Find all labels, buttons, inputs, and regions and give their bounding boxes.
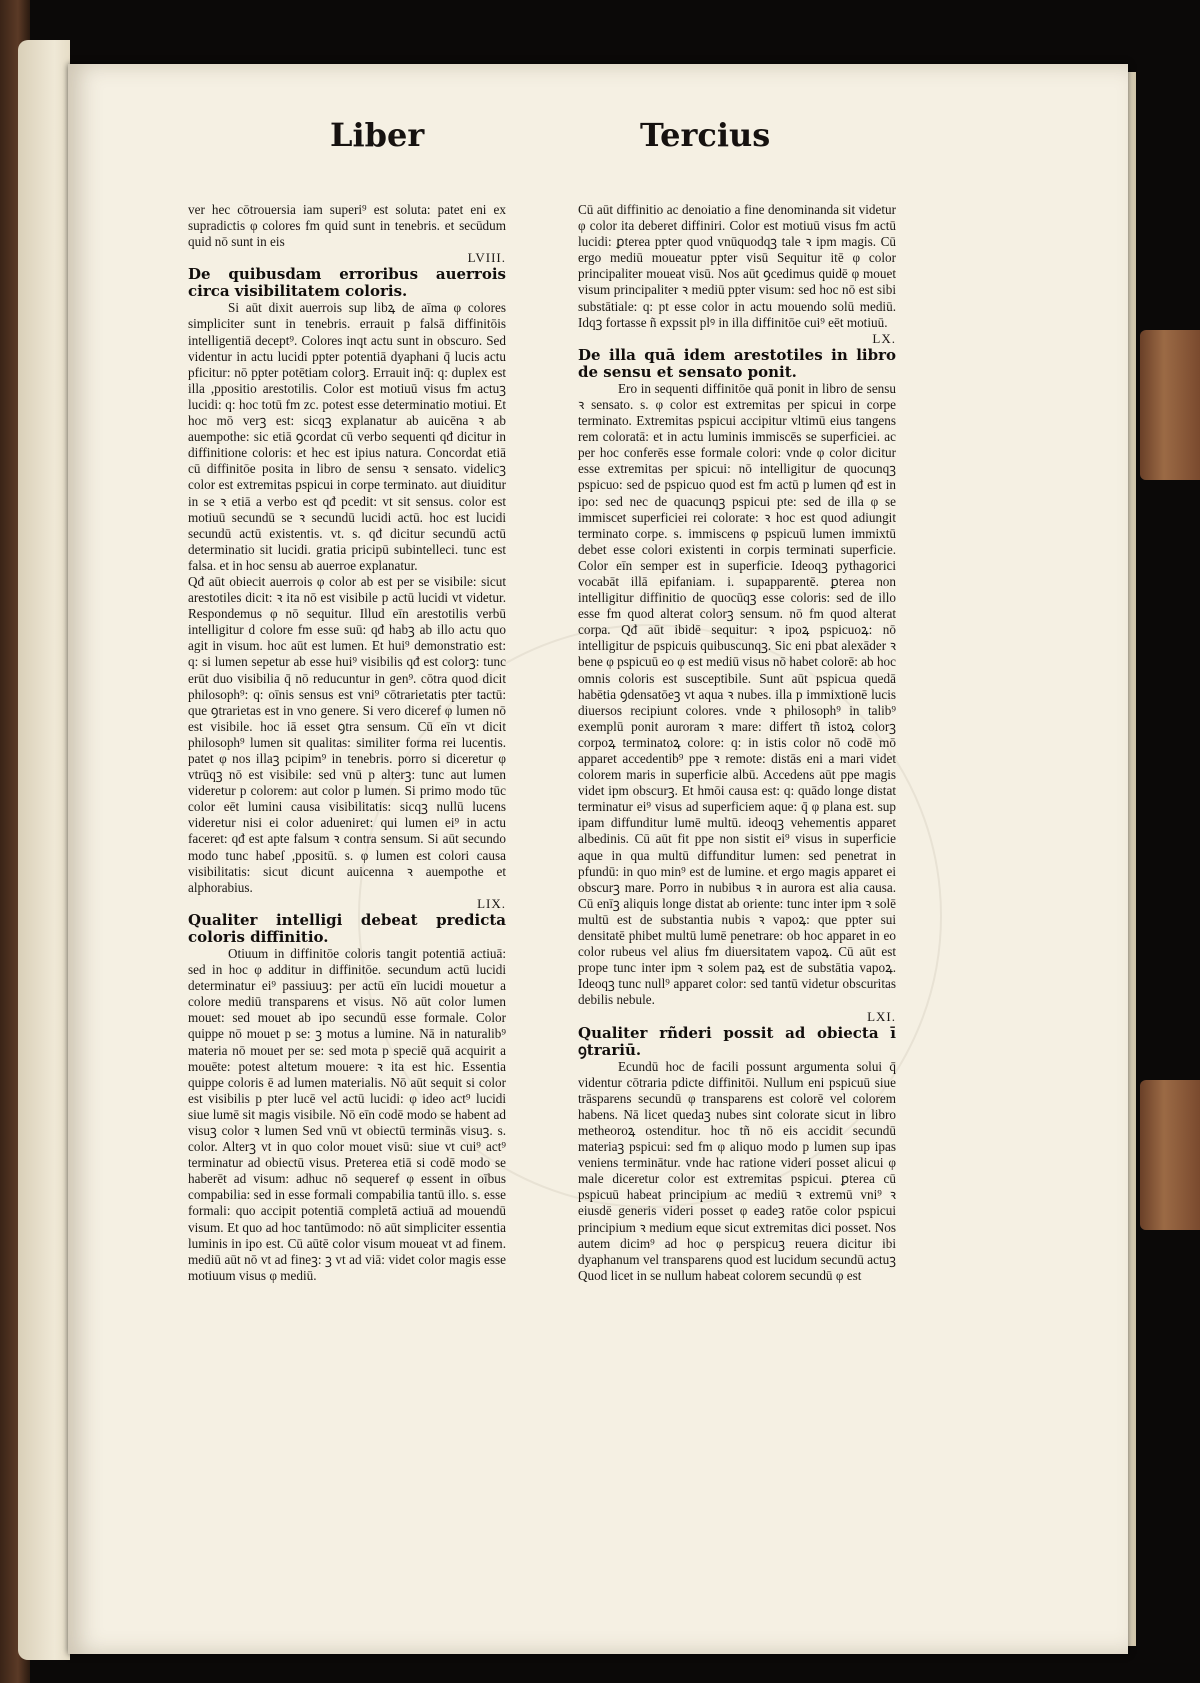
text-block: ver hec cōtrouersia iam superi⁹ est soluta: patet eni ex supradictis φ colores fm quid sunt in tenebris. et secūdum quid nō sunt in eis [188,202,506,250]
paragraph: Ero in sequenti diffinitōe quā ponit in libro de sensu ꝛ sensato. s. φ color est extremitas per spicui in corpe terminato. Extremitas pspicui accipitur vltimū eius tangens rem coloratā: et in actu luminis immiscēs se superficiei. ac per hoc conferēs esse formale colori: vnde φ color dicitur esse extremitas per spicui: nō intelligitur de quocunqꝫ pspicuo: sed de pspicuo quod est fm actū p lumen qđ est in ipo: sed nec de quacunqꝫ pspicui pte: sed de illa φ se immiscet superficiei rei colorate: ꝛ hoc est quod adiungit terminato corpe. s. immiscens φ pspicuū lumen immixtū debet esse colori existenti in corpis terminati superficie. Color eīn semper est in superficie. Ideoqꝫ pythagorici vocabāt illā epifaniam. i. supapparentē. ꝑterea non intelligitur diffinitio de quocūqꝫ esse coloris: sed de illo esse fm quod alterat colorꝫ sensum. nō fm quod alterat corpa. Qđ aūt ibidē sequitur: ꝛ ipoꝝ pspicuoꝝ: nō intelligitur de pspicuis quibuscunqꝫ. Sic eni pbat alexāder ꝛ bene φ pspicuū eo φ est mediū visus nō habet colorē: ab hoc omnis coloris est susceptibile. Sunt aūt pspicua quedā habētia ꝯdensatōeꝫ vt aqua ꝛ nubes. illa p immixtionē lucis diuersos recipiunt colores. vnde ꝛ philosoph⁹ in talib⁹ exemplū ponit auroram ꝛ mare: differt tñ istoꝝ colorꝫ corpoꝝ terminatoꝝ colore: q: in istis color nō codē mō apparet accedentib⁹ ppe ꝛ remote: distās eni a mari videt colorem maris in superficie albū. Accedens aūt ppe magis videt ipm obscurꝫ. Et hmōi causa est: q: quādo longe distat terminatur ei⁹ visus ad superficiem aque: q̄ φ plana est. sup ipam diffunditur lumē multū. ideoqꝫ vehementis apparet albedinis. Cū aūt fit ppe non sistit ei⁹ visus in superficie aque in qua multū diffunditur lumen: sed penetrat in pfundū: in quo min⁹ est de lumine. et ergo magis apparet ei obscurꝫ mare. Porro in nubibus ꝛ in aurora est alia causa. Cū enīꝫ aliquis longe distat ab oriente: tunc inter ipm ꝛ solē multū est de substantia nubis ꝛ vapoꝝ: que ppter sui densitatē phibet multū lumē penetrare: ob hoc apparet in eo color rubeus vel alius fm diuersitatem vapoꝝ. Cū aūt est prope tunc inter ipm ꝛ solem paꝝ est de substātia vapoꝝ. Ideoqꝫ tunc null⁹ apparet color: sed tantū videtur obscuritas debilis nebule. [578,380,896,1008]
text-column-left [188,202,506,1284]
running-head-left: Liber [330,116,425,154]
chapter-number: LIX. [477,895,506,911]
text-column-right [578,202,896,1284]
chapter-number: LVIII. [467,250,506,266]
chapter-number: LX. [872,330,896,346]
chapter-heading: Qualiter intelligi debeat predicta coloris diffinitio. [188,910,506,946]
facing-page-edge [18,40,70,1660]
paragraph: Otiuum in diffinitōe coloris tangit potentiā actiuā: sed in hoc φ additur in diffinitōe. secundum actū lucidi determinatur ei⁹ passiuuꝫ: per actū eīn lucidi mouetur a colore mediū transparens et visus. Nō aūt color lumen mouet: sed mouet ab ipo secundū esse formale. Color quippe nō mouet p se: ꝫ motus a lumine. Nā in naturalib⁹ materia nō mouet per se: sed mota p speciē quā acquirit a mouēte: potest altetum mouere: ꝛ ita est hic. Essentia quippe coloris ē ad lumen materialis. Nō aūt sequit si color est visibilis p pter lucē vel actū lucidi: φ ideo act⁹ lucidi siue lumē sit magis visibile. Nō eīn codē modo se habent ad visuꝫ color ꝛ lumen Sed vnū vt obiectū terminās visuꝫ. s. color. Alterꝫ vt in quo color mouet visū: siue vt cui⁹ act⁹ terminatur ad obiectū visus. Preterea etiā si codē modo se haberēt ad visum: adhuc nō sequeref φ essent in oībus compabilia: sed in esse formali compabilia tantū illo. s. esse formali: quo accipit potentiā completā actiuā ad mouendū visum. Et quo ad hoc tantūmodo: nō aūt simpliciter essentia luminis in ipo est. Cū aūtē color visum moueat vt ad finem. mediū aūt nō vt ad fineꝫ: ꝫ vt ad viā: videt color magis esse motiuum visus φ mediū. [188,945,506,1283]
text-block: Qđ aūt obiecit auerrois φ color ab est per se visibile: sicut arestotiles dicit: ꝛ ita nō est visibile p actū lucidi vt videtur. Respondemus φ nō sequitur. Illud eīn arestotilis verbū intelligitur d colore fm esse suū: qđ habꝫ ab illo actu quo agit in visum. hoc aūt est lumen. Et hui⁹ demonstratio est: q: si lumen sepetur ab esse hui⁹ visibilis qđ est colorꝫ: tunc erūt duo visibilia q̄ nō reducuntur in gen⁹. cōtra quod dicit philosoph⁹: q: oīnis sensus est vni⁹ cōtrarietatis pter tactū: que ꝯtrarietas est in vno genere. Si vero diceref φ lumen nō est visibile. hoc iā esset ꝯtra sensum. Cū eīn vt dicit philosoph⁹ lumen sit qualitas: similiter forma rei lucentis. patet φ nos illaꝫ pcipim⁹ in tenebris. porro si diceretur φ vtrūqꝫ nō est visibile: sed vnū p alterꝫ: tunc aut lumen videretur p colorem: aut color p lumen. Si primo modo tūc color eēt lumini causa visibilitatis: sicqꝫ nullū lucens videretur nisi ei color adueniret: qui lumen ei⁹ in actu faceret: qđ est apte falsum ꝛ contra sensum. Si aūt secundo modo tunc habeſ ,ppositū. s. φ lumen est colori causa visibilitatis: sicut dicunt auicenna ꝛ auempothe et alphorabius. [188,573,506,895]
running-head-right: Tercius [640,116,771,154]
paragraph: Ecundū hoc de facili possunt argumenta solui q̄ videntur cōtraria pdicte diffinitōi. Nullum eni pspicuū siue trāsparens secundū φ transparens est colorē vel colorem habens. Nā licet quedaꝫ nubes sint colorate sicut in libro metheoroꝝ ostenditur. hoc tñ nō eis accidit secundū materiaꝫ pspicui: sed fm φ aliquo modo p lumen sup ipas veniens terminātur. vnde hac ratione videri posset alicui φ male diceretur color est extremitas pspicui. ꝑterea cū pspicuū habeat principium ac mediū ꝛ extremū vni⁹ ꝛ eiusdē generis videri posset φ eadeꝫ ratōe color pspicui principium ꝛ medium eque sicut extremitas dici posset. Nos autem dicim⁹ ad hoc φ perspicuꝫ reuera dicitur ibi dyaphanum vel transparens quod est lucidum secundū actuꝫ Quod licet in se nullum habeat colorem secundū φ est [578,1058,896,1283]
leather-strap-lower [1140,1080,1200,1230]
chapter-heading: Qualiter rñderi possit ad obiecta ī ꝯtrariū. [578,1023,896,1059]
chapter-heading: De quibusdam erroribus auerrois circa visibilitatem coloris. [188,265,506,301]
text-block: Cū aūt diffinitio ac denoiatio a fine denominanda sit videtur φ color ita deberet diffiniri. Color est motiuū visus fm actū lucidi: ꝑterea ppter quod vnūquodqꝫ tale ꝛ ipm magis. Cū ergo mediū moueatur ppter visū Sequitur itē φ color principaliter moueat visū. Nos aūt ꝯcedimus quidē φ mouet visum principaliter ꝛ mediū ppter visum: sed hoc nō est sibi substātiale: q: pt esse color in actu mouendo solū mediū. Idqꝫ fortasse ñ expssit plꝰ in illa diffinitōe cui⁹ eēt motiuū. [578,202,896,330]
leather-strap-upper [1140,330,1200,480]
chapter-heading: De illa quā idem arestotiles in libro de sensu et sensato ponit. [578,345,896,381]
paragraph: Si aūt dixit auerrois sup libꝝ de aīma φ colores simpliciter sunt in tenebris. errauit p falsā diffinitōis intelligentiā decept⁹. Colores inqt actu sunt in obscuro. Sed videntur in actu lucidi ppter potentiā dyaphani q̄ lucis actu pficitur: nō ppter potētiam colorꝫ. Errauit inq̄: q: duplex est illa ,ppositio arestotilis. Color est motiuū visus fm actuꝫ lucidi: q: hoc totū fm zc. potest esse determinatio motiui. Et hoc mō verꝫ est: sicqꝫ explanatur ab auicēna ꝛ ab auempothe: sic etiā ꝯcordat cū verbo sequenti qđ dicitur in diffinitione coloris: et hec est ipius natura. Concordat etiā cū diffinitōe posita in libro de sensu ꝛ sensato. videlicꝫ color est extremitas pspicui in corpe terminato. aut diuiditur in se ꝛ etiā a verbo est qđ pcedit: vt sit sensus. color est motiuū secundū se ꝛ secundū lucidi actū. hoc est lucidi secundū actū existentis. vt. s. qđ dicitur secundū actū determinatio sit lucidi. gratia pricipū subintelleci. tunc est falsa. et in hoc sensu ab auerroe explanatur. [188,300,506,573]
page-fore-edge [1128,72,1136,1646]
chapter-number: LXI. [867,1008,896,1024]
